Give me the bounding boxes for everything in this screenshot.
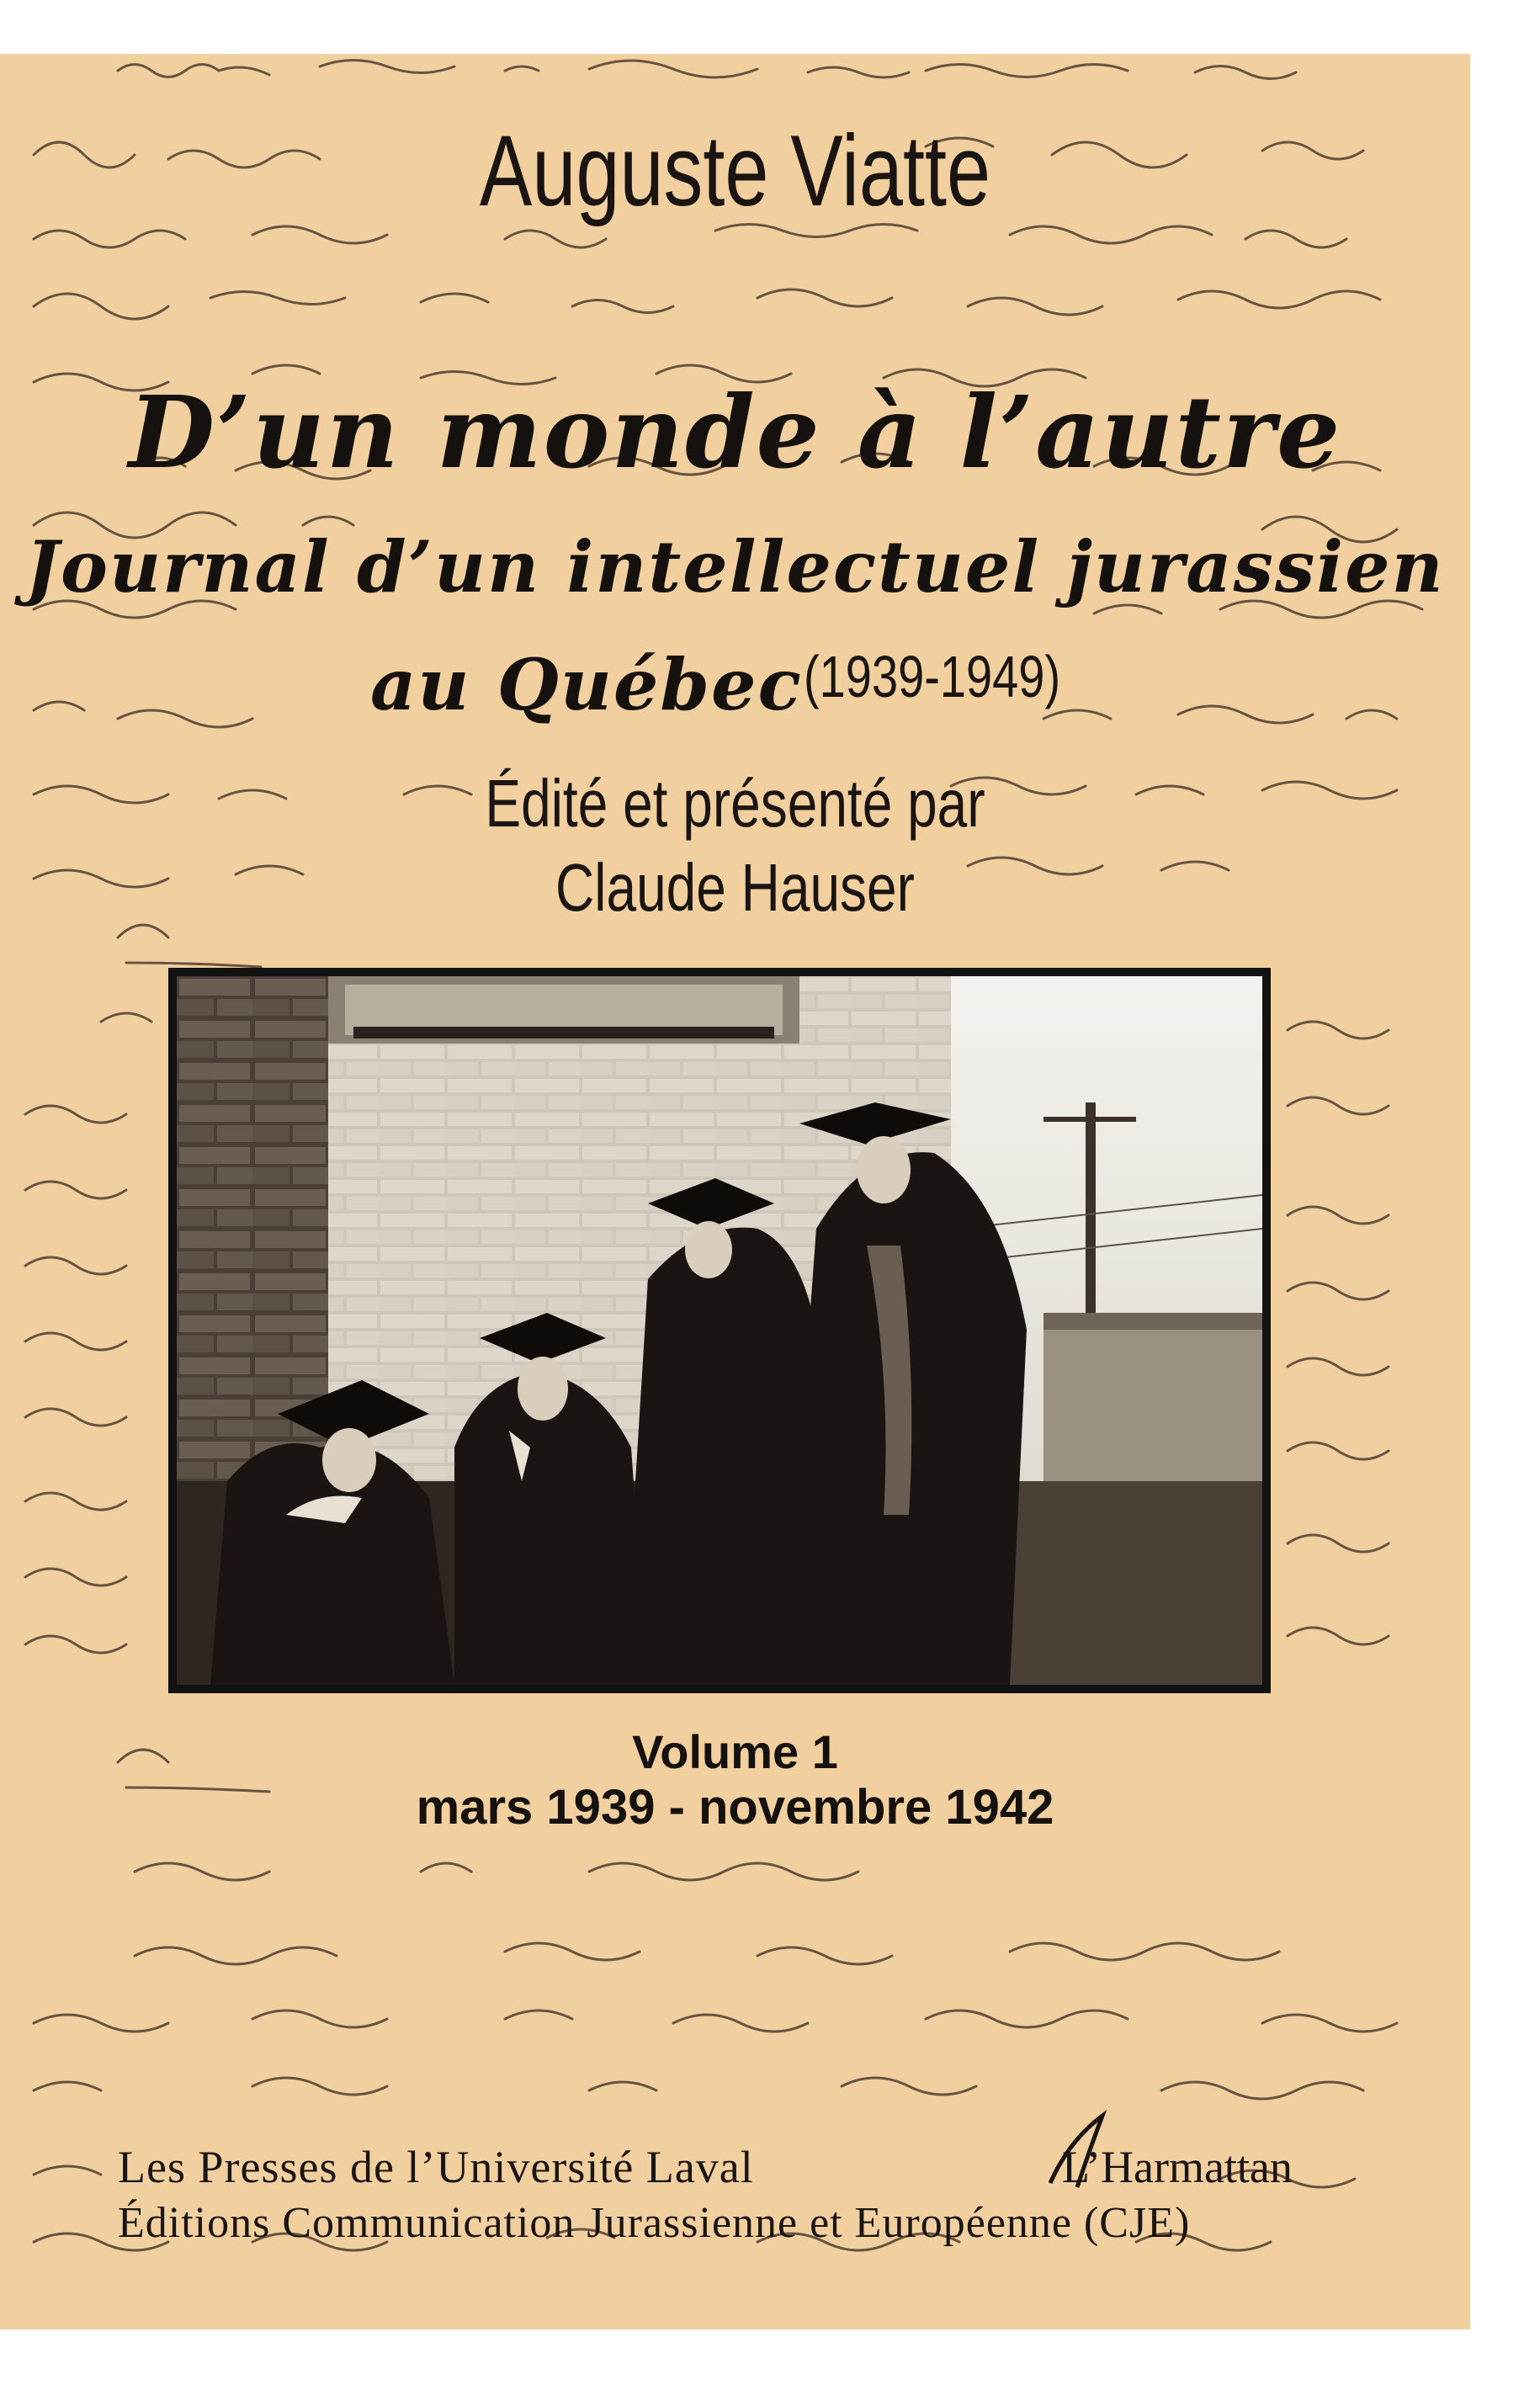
book-subtitle: Journal d’un intellectuel jurassien	[25, 525, 1445, 608]
book-subtitle-line2: au Québec	[370, 643, 803, 726]
edited-by-label: Édité et présenté par	[485, 766, 985, 841]
volume-label: Volume 1	[632, 1725, 838, 1778]
volume-date-range: mars 1939 - novembre 1942	[416, 1780, 1054, 1835]
title-dates: (1939-1949)	[804, 644, 1061, 709]
publisher-logo-text: L’Harmattan	[1062, 2142, 1293, 2192]
publisher-laval: Les Presses de l’Université Laval	[118, 2142, 754, 2192]
publisher-cje: Éditions Communication Jurassienne et Européenne (CJE)	[118, 2199, 1191, 2247]
book-title: D’un monde à l’autre	[128, 374, 1342, 491]
author-name: Auguste Viatte	[479, 114, 991, 227]
editor-name: Claude Hauser	[555, 850, 915, 925]
graduates-photo	[168, 968, 1271, 1693]
book-cover	[0, 54, 1470, 2329]
